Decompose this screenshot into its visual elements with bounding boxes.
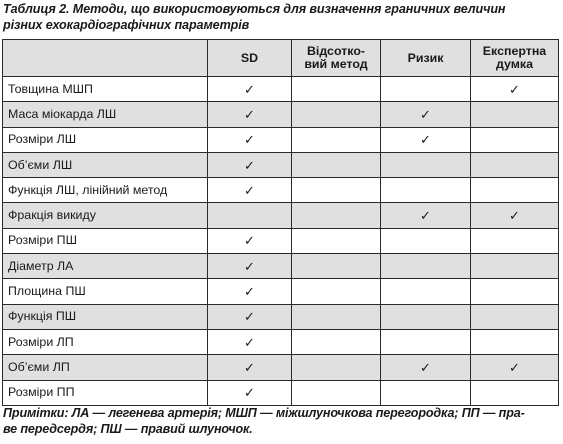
notes-line-2: ве передсердя; ПШ — правий шлуночок. xyxy=(3,422,253,436)
table-row xyxy=(3,178,559,203)
expert-opinion-checkmark-cell xyxy=(471,127,559,152)
parameter-name-cell: Розміри ЛШ xyxy=(3,127,208,152)
parameter-name-cell: Товщина МШП xyxy=(3,77,208,102)
header-parameter xyxy=(3,40,208,77)
table-row xyxy=(3,254,559,279)
sd-checkmark-cell: ✓ xyxy=(208,228,292,253)
sd-checkmark-cell: ✓ xyxy=(208,254,292,279)
parameter-name-cell: Функція ЛШ, лінійний метод xyxy=(3,178,208,203)
expert-opinion-checkmark-cell xyxy=(471,304,559,329)
sd-checkmark-cell: ✓ xyxy=(208,355,292,380)
caption-line-1: Таблиця 2. Методи, що використовуються для визначення граничних величин xyxy=(3,2,506,16)
header-sd-label: SD xyxy=(240,50,259,65)
expert-opinion-checkmark-cell xyxy=(471,152,559,177)
risk-checkmark-cell xyxy=(381,152,471,177)
risk-checkmark-cell xyxy=(381,304,471,329)
sd-checkmark-cell: ✓ xyxy=(208,279,292,304)
table-row xyxy=(3,102,559,127)
table-notes xyxy=(3,405,561,437)
percentile-method-checkmark-cell xyxy=(292,380,381,405)
risk-checkmark-cell xyxy=(381,228,471,253)
parameter-name-cell: Площина ПШ xyxy=(3,279,208,304)
expert-opinion-checkmark-cell xyxy=(471,102,559,127)
sd-checkmark-cell xyxy=(208,203,292,228)
risk-checkmark-cell xyxy=(381,329,471,354)
table-row xyxy=(3,329,559,354)
table-row xyxy=(3,355,559,380)
sd-checkmark-cell: ✓ xyxy=(208,127,292,152)
header-expert-opinion xyxy=(471,40,559,77)
expert-opinion-checkmark-cell xyxy=(471,279,559,304)
table-row xyxy=(3,127,559,152)
sd-checkmark-cell: ✓ xyxy=(208,380,292,405)
sd-checkmark-cell: ✓ xyxy=(208,304,292,329)
risk-checkmark-cell xyxy=(381,380,471,405)
percentile-method-checkmark-cell xyxy=(292,304,381,329)
percentile-method-checkmark-cell xyxy=(292,77,381,102)
percentile-method-checkmark-cell xyxy=(292,102,381,127)
expert-opinion-checkmark-cell: ✓ xyxy=(471,77,559,102)
risk-checkmark-cell: ✓ xyxy=(381,127,471,152)
percentile-method-checkmark-cell xyxy=(292,355,381,380)
header-risk-label: Ризик xyxy=(407,50,444,65)
percentile-method-checkmark-cell xyxy=(292,127,381,152)
parameter-name-cell: Розміри ПП xyxy=(3,380,208,405)
notes-line-1: Примітки: ЛА — легенева артерія; МШП — міжшлуночкова перегородка; ПП — пра- xyxy=(3,406,525,420)
expert-opinion-checkmark-cell: ✓ xyxy=(471,203,559,228)
parameter-name-cell: Функція ПШ xyxy=(3,304,208,329)
risk-checkmark-cell xyxy=(381,254,471,279)
parameter-name-cell: Об’єми ЛШ xyxy=(3,152,208,177)
table-row xyxy=(3,203,559,228)
header-expert-line-1: Експертна xyxy=(482,44,547,58)
percentile-method-checkmark-cell xyxy=(292,203,381,228)
percentile-method-checkmark-cell xyxy=(292,152,381,177)
percentile-method-checkmark-cell xyxy=(292,228,381,253)
table-row xyxy=(3,304,559,329)
header-percentile-line-2: вий метод xyxy=(304,57,368,71)
header-percentile-method xyxy=(292,40,381,77)
sd-checkmark-cell: ✓ xyxy=(208,102,292,127)
methods-table xyxy=(2,39,559,406)
risk-checkmark-cell xyxy=(381,77,471,102)
risk-checkmark-cell xyxy=(381,279,471,304)
percentile-method-checkmark-cell xyxy=(292,254,381,279)
table-row xyxy=(3,380,559,405)
table-row xyxy=(3,77,559,102)
expert-opinion-checkmark-cell xyxy=(471,178,559,203)
sd-checkmark-cell: ✓ xyxy=(208,77,292,102)
parameter-name-cell: Діаметр ЛА xyxy=(3,254,208,279)
parameter-name-cell: Розміри ПШ xyxy=(3,228,208,253)
percentile-method-checkmark-cell xyxy=(292,279,381,304)
header-percentile-line-1: Відсотко- xyxy=(306,44,366,58)
table-body xyxy=(3,77,559,406)
expert-opinion-checkmark-cell xyxy=(471,254,559,279)
table-header xyxy=(3,40,559,77)
header-row xyxy=(3,40,559,77)
risk-checkmark-cell: ✓ xyxy=(381,203,471,228)
table-caption xyxy=(3,1,559,33)
percentile-method-checkmark-cell xyxy=(292,329,381,354)
table-row xyxy=(3,279,559,304)
parameter-name-cell: Фракція викиду xyxy=(3,203,208,228)
header-expert-line-2: думка xyxy=(495,57,533,71)
parameter-name-cell: Розміри ЛП xyxy=(3,329,208,354)
expert-opinion-checkmark-cell xyxy=(471,228,559,253)
expert-opinion-checkmark-cell xyxy=(471,380,559,405)
risk-checkmark-cell xyxy=(381,178,471,203)
sd-checkmark-cell: ✓ xyxy=(208,152,292,177)
risk-checkmark-cell: ✓ xyxy=(381,355,471,380)
percentile-method-checkmark-cell xyxy=(292,178,381,203)
header-risk xyxy=(381,40,471,77)
sd-checkmark-cell: ✓ xyxy=(208,329,292,354)
table-row xyxy=(3,228,559,253)
risk-checkmark-cell: ✓ xyxy=(381,102,471,127)
caption-line-2: різних ехокардіографічних параметрів xyxy=(3,18,250,32)
expert-opinion-checkmark-cell: ✓ xyxy=(471,355,559,380)
parameter-name-cell: Маса міокарда ЛШ xyxy=(3,102,208,127)
sd-checkmark-cell: ✓ xyxy=(208,178,292,203)
expert-opinion-checkmark-cell xyxy=(471,329,559,354)
header-sd xyxy=(208,40,292,77)
table-row xyxy=(3,152,559,177)
parameter-name-cell: Об’єми ЛП xyxy=(3,355,208,380)
